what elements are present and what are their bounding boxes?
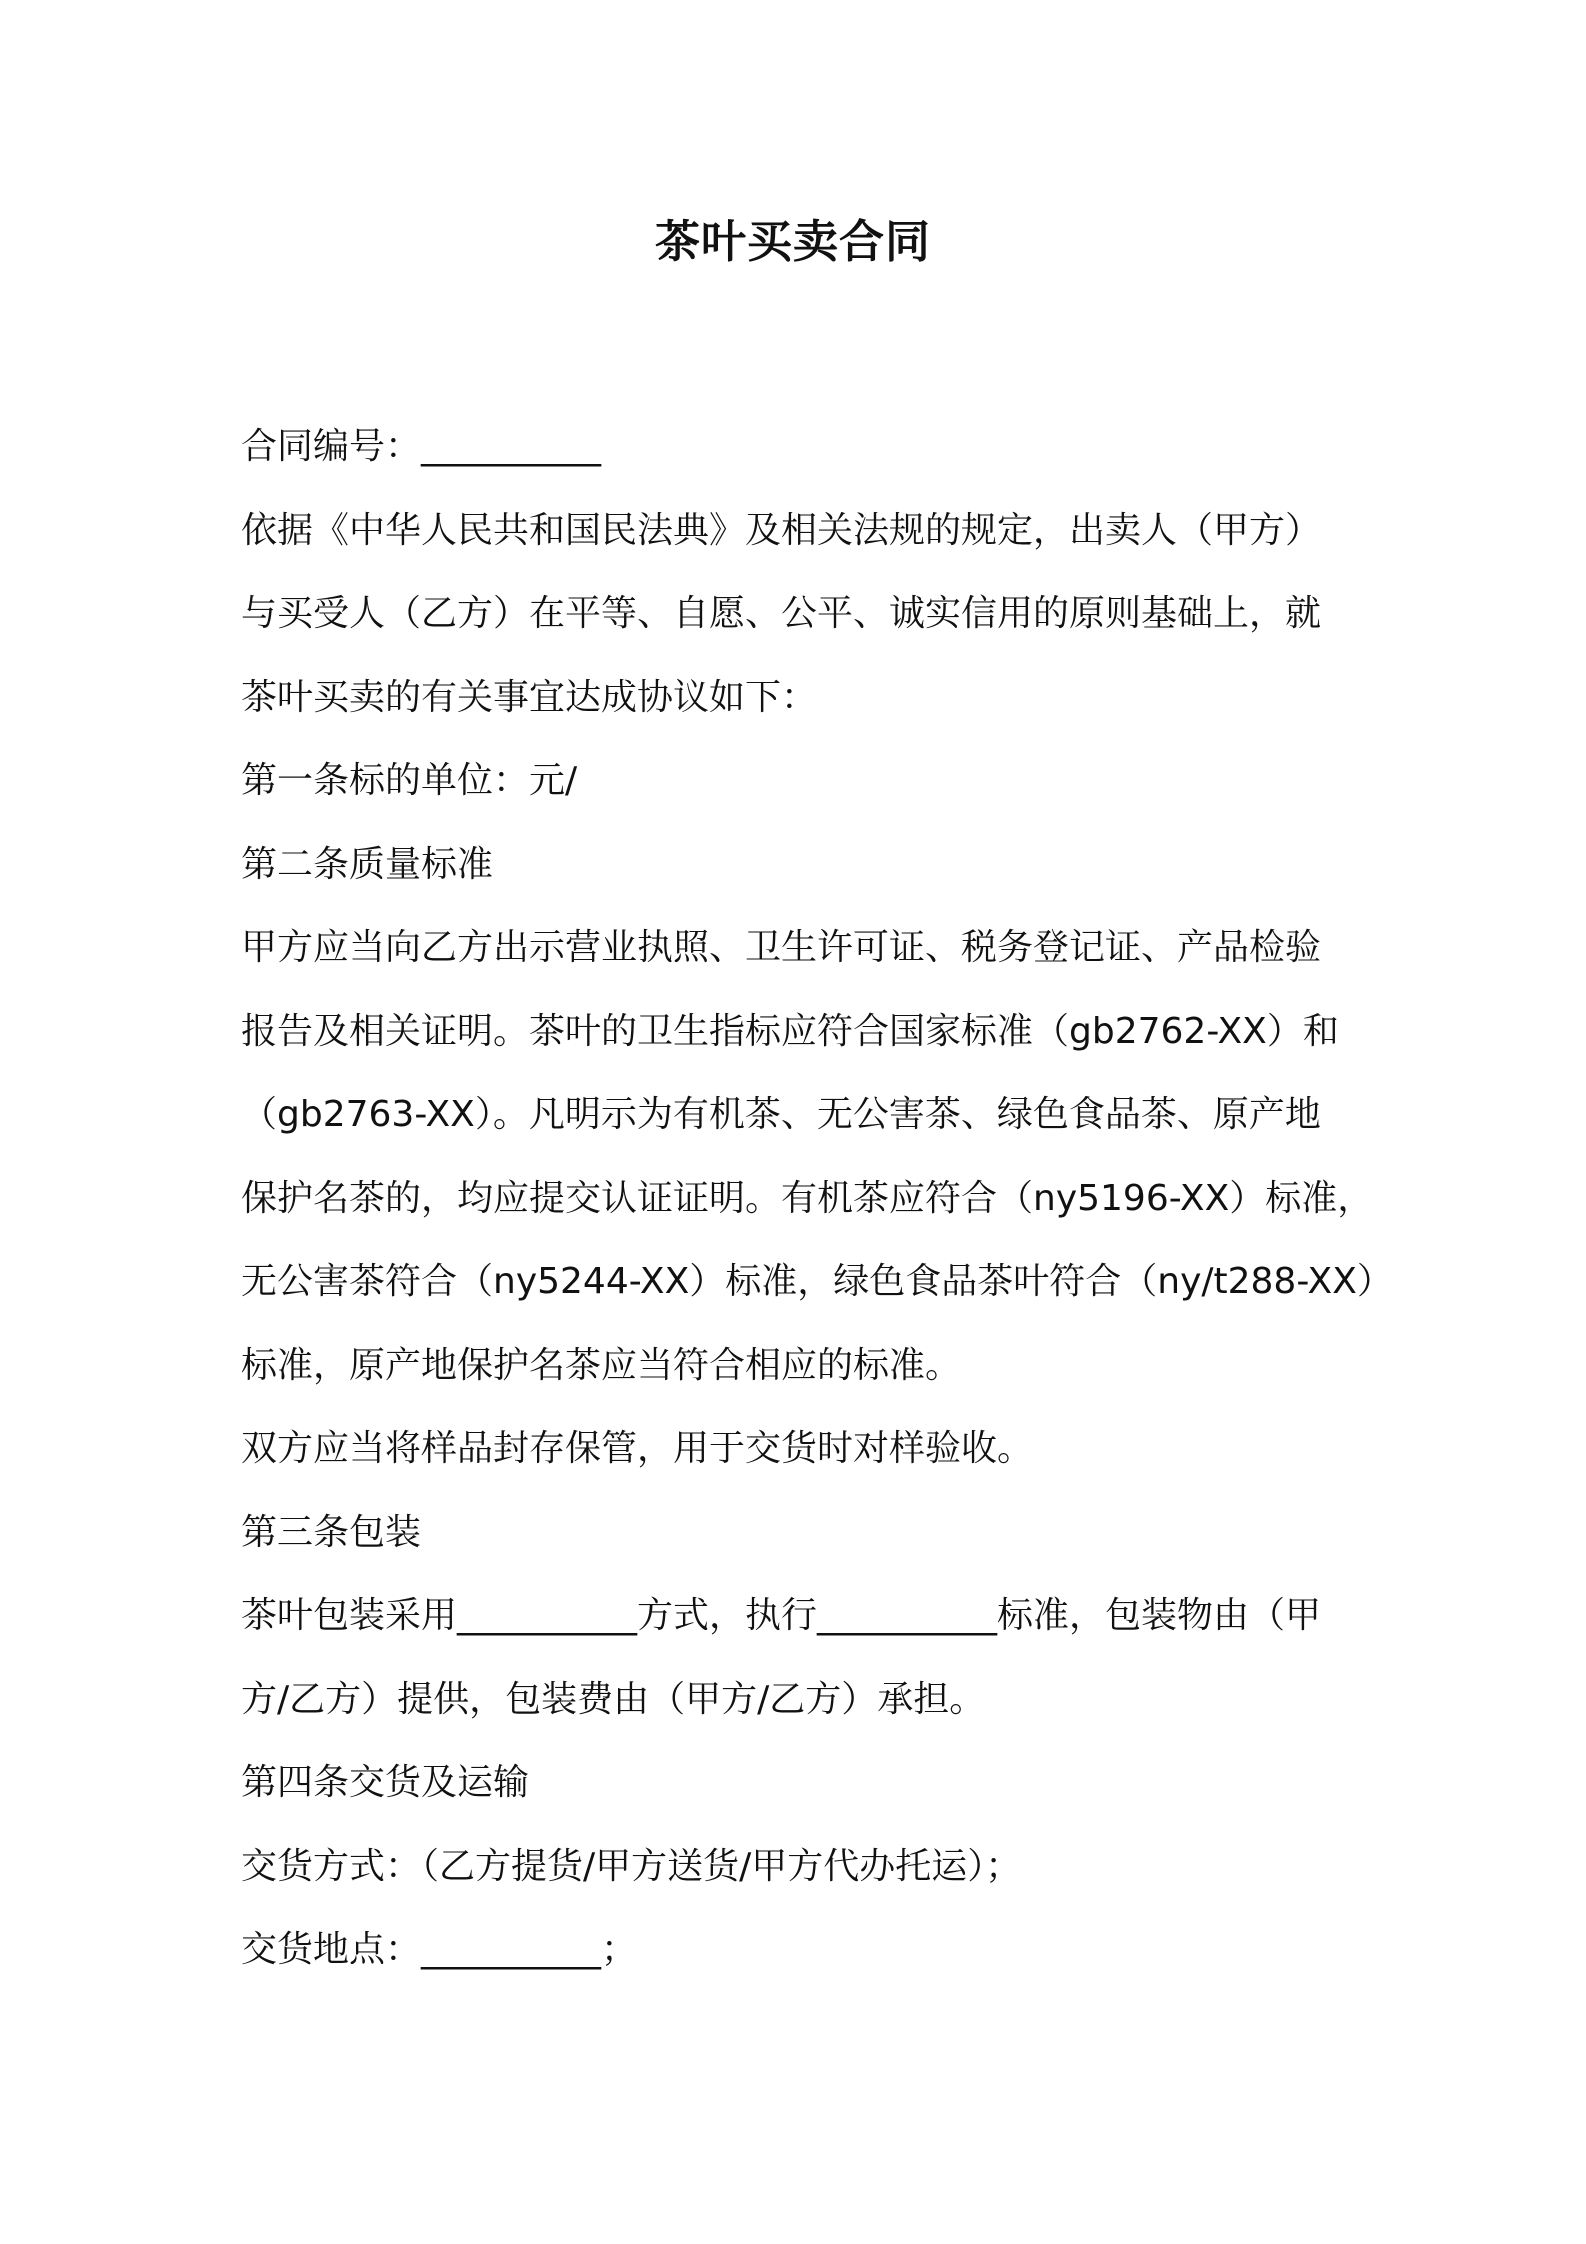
article-3-text-line-2: 方/乙方）提供，包装费由（甲方/乙方）承担。 <box>241 1678 986 1720</box>
article-2-text-line-4: 保护名茶的，均应提交认证证明。有机茶应符合（ny5196-XX）标准， <box>241 1177 1374 1219</box>
article-1-heading: 第一条标的单位：元/ <box>241 760 578 801</box>
article-3-text-line-1: 茶叶包装采用__________方式，执行__________标准，包装物由（甲 <box>241 1595 1322 1636</box>
contract-body <box>241 405 1393 1992</box>
article-4-heading: 第四条交货及运输 <box>241 1762 530 1803</box>
preamble-line-1: 依据《中华人民共和国民法典》及相关法规的规定，出卖人（甲方） <box>241 509 1322 551</box>
article-2-heading: 第二条质量标准 <box>241 843 494 885</box>
contract-number-line: 合同编号：__________ <box>241 426 602 467</box>
article-2-text-line-6: 标准，原产地保护名茶应当符合相应的标准。 <box>241 1344 962 1386</box>
article-2-text-line-3: （gb2763-XX）。凡明示为有机茶、无公害茶、绿色食品茶、原产地 <box>241 1094 1321 1135</box>
article-2-sample-line: 双方应当将样品封存保管，用于交货时对样验收。 <box>241 1428 1034 1469</box>
article-2-text-line-1: 甲方应当向乙方出示营业执照、卫生许可证、税务登记证、产品检验 <box>241 927 1322 968</box>
article-2-text-line-5: 无公害茶符合（ny5244-XX）标准，绿色食品茶叶符合（ny/t288-XX） <box>241 1261 1393 1302</box>
article-2-text-line-2: 报告及相关证明。茶叶的卫生指标应符合国家标准（gb2762-XX）和 <box>241 1010 1339 1052</box>
article-3-heading: 第三条包装 <box>241 1511 422 1553</box>
delivery-location-line: 交货地点：__________； <box>241 1929 638 1970</box>
delivery-method-line: 交货方式：（乙方提货/甲方送货/甲方代办托运）； <box>241 1845 1022 1887</box>
preamble-line-2: 与买受人（乙方）在平等、自愿、公平、诚实信用的原则基础上，就 <box>241 593 1322 634</box>
preamble-line-3: 茶叶买卖的有关事宜达成协议如下： <box>241 676 818 718</box>
document-title: 茶叶买卖合同 <box>654 215 931 268</box>
